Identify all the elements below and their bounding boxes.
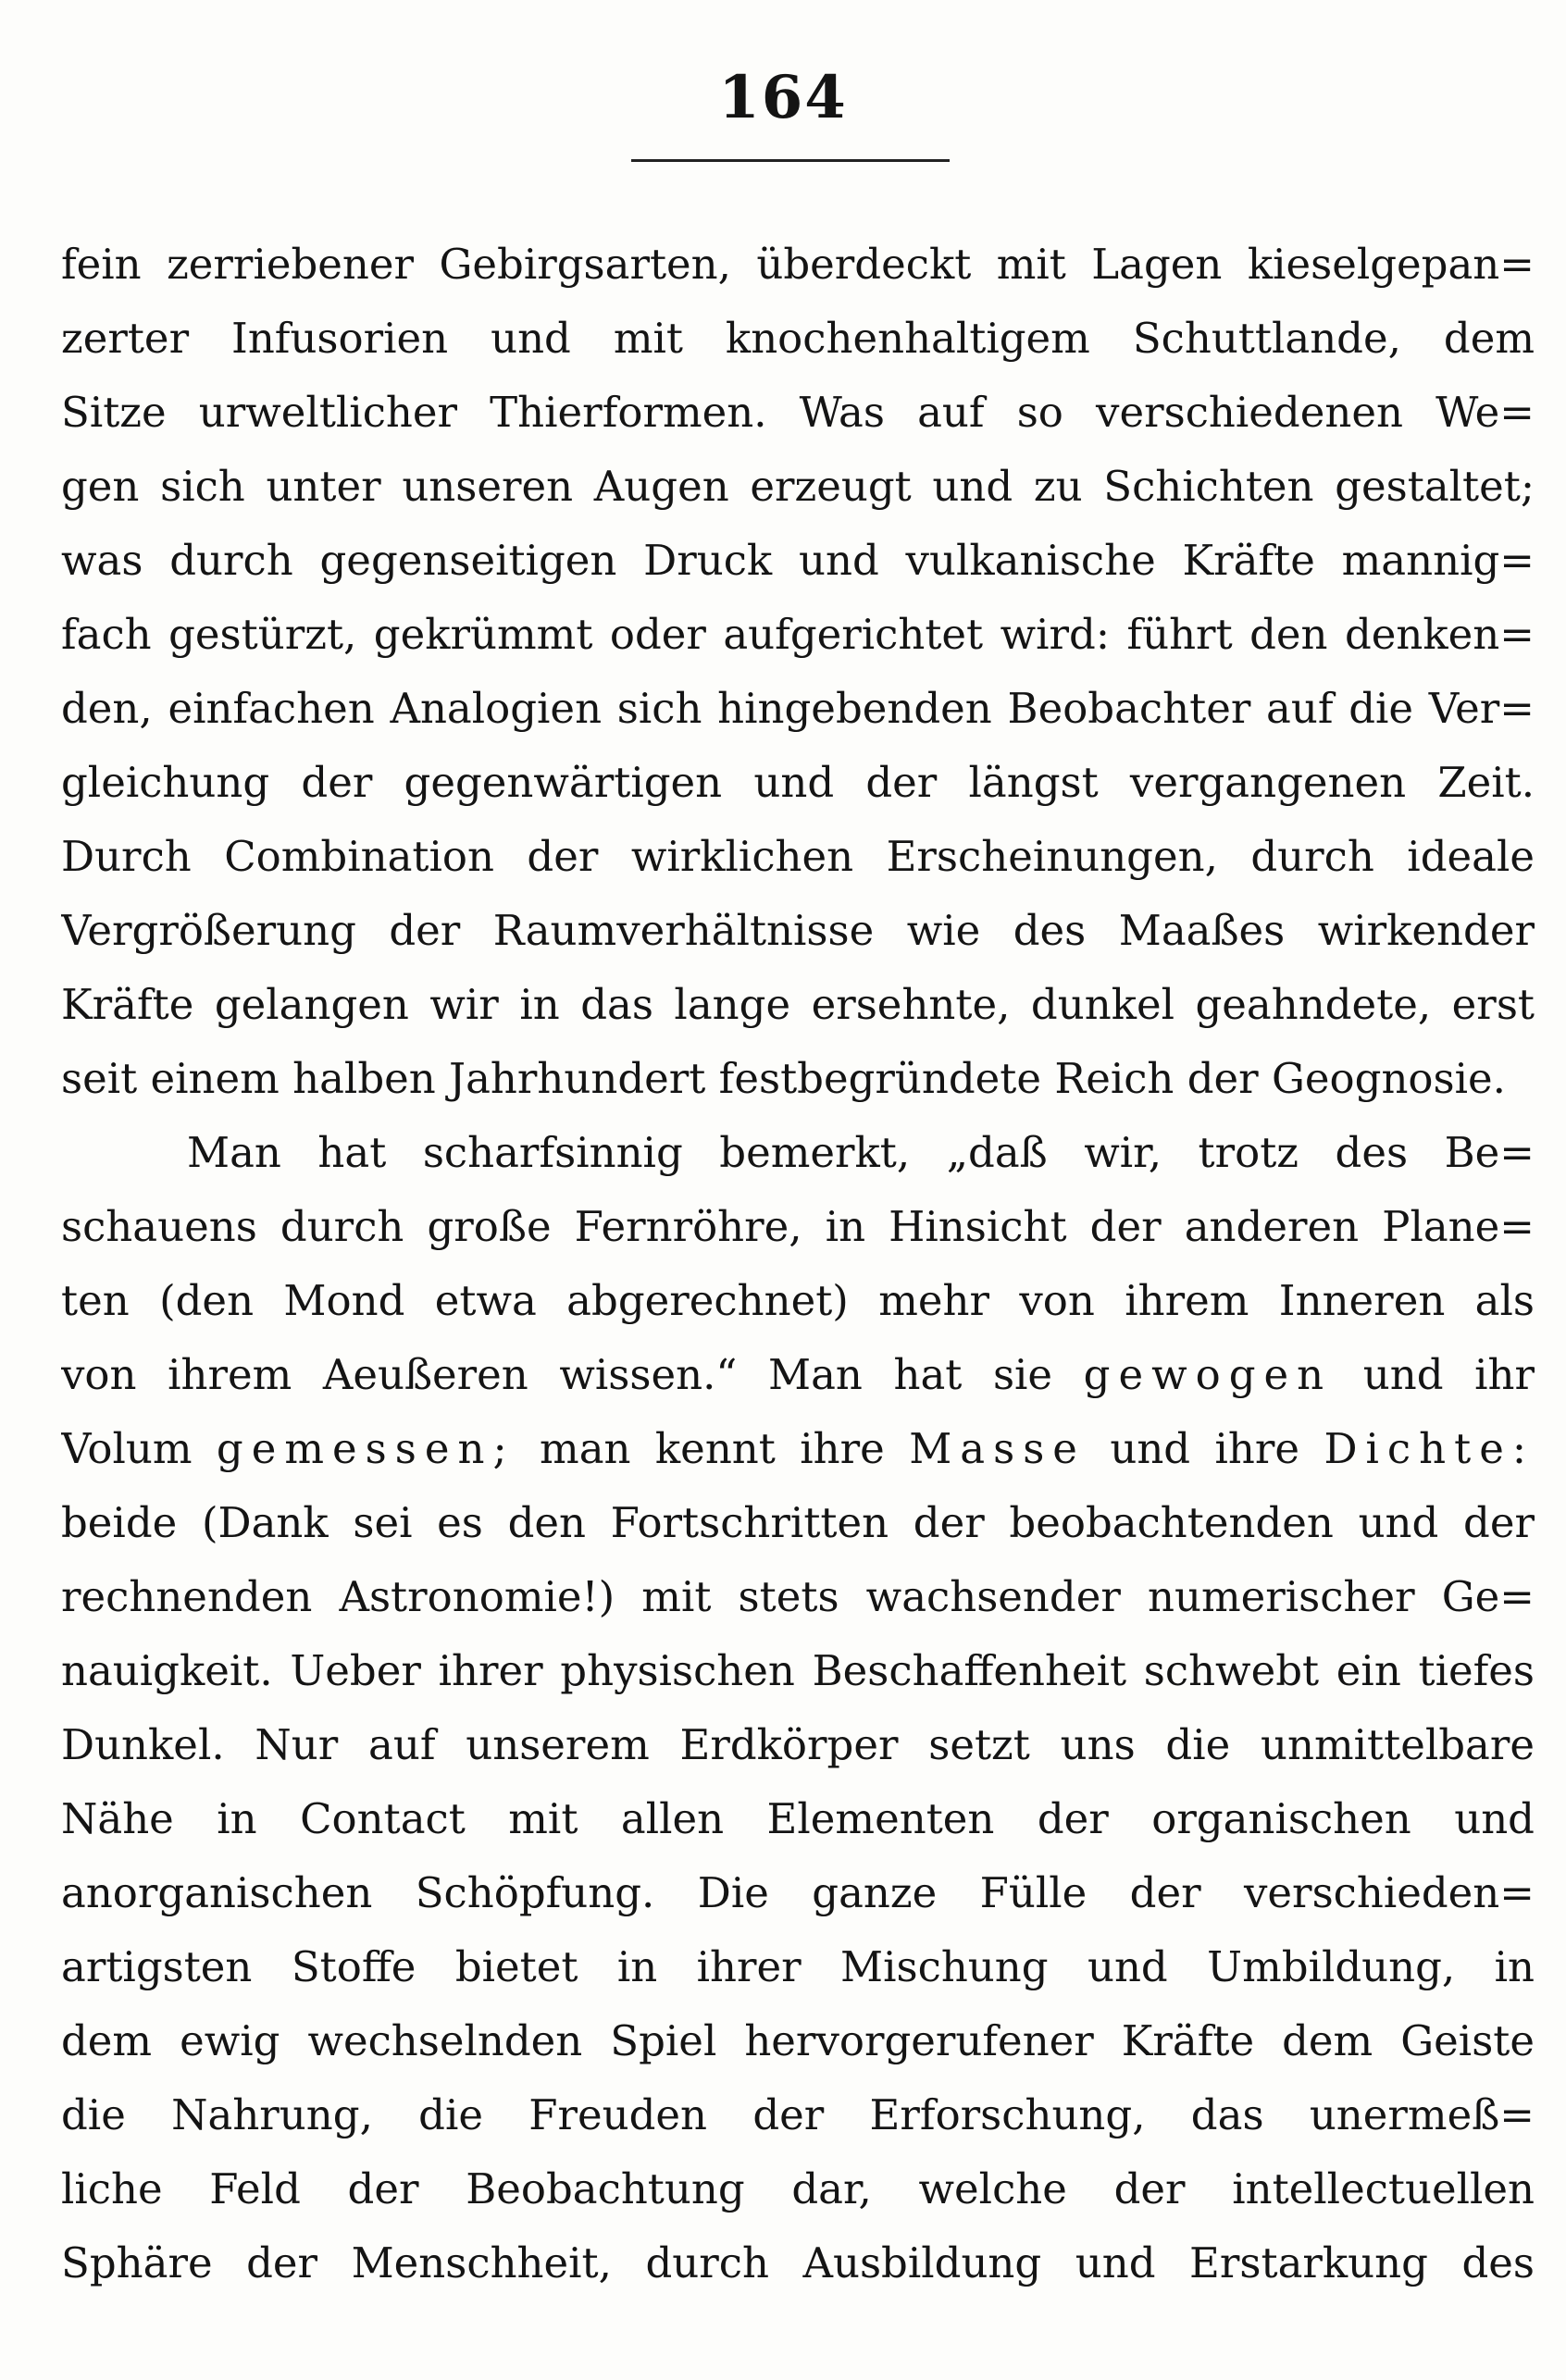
page-number: 164 [718,63,848,132]
text-line: rechnenden Astronomie!) mit stets wachsender numerischer Ge= [61,1572,1535,1621]
text-line [61,1412,1535,1486]
text-line: die Nahrung, die Freuden der Erforschung, das unermeß= [61,2090,1535,2139]
text-line: Sphäre der Menschheit, durch Ausbildung und Erstarkung des [61,2238,1535,2287]
text-line [61,1338,1535,1412]
text-line: Vergrößerung der Raumverhältnisse wie des Maaßes wirkender [61,906,1535,955]
text-line: Durch Combination der wirklichen Erscheinungen, durch ideale [61,832,1535,881]
emphasis-spaced: Dichte: [1324,1424,1535,1473]
text-segment: von ihrem Aeußeren wissen.“ Man hat sie [61,1350,1053,1399]
text-line: artigsten Stoffe bietet in ihrer Mischung und Umbildung, in [61,1942,1535,1991]
emphasis-spaced: Masse [909,1424,1086,1473]
body-text [61,228,1535,2300]
text-line: seit einem halben Jahrhundert festbegründete Reich der Geognosie. [61,1054,1506,1103]
text-line: beide (Dank sei es den Fortschritten der beobachtenden und der [61,1498,1535,1547]
text-line: gleichung der gegenwärtigen und der längst vergangenen Zeit. [61,758,1535,807]
emphasis-spaced: gemessen; [216,1424,516,1473]
text-line: Kräfte gelangen wir in das lange ersehnte, dunkel geahndete, erst [61,980,1535,1029]
emphasis-spaced: gewogen [1083,1350,1333,1399]
text-segment: man kennt ihre [540,1424,885,1473]
text-line-paragraph-start: Man hat scharfsinnig bemerkt, „daß wir, trotz des Be= [187,1128,1535,1177]
text-line: anorganischen Schöpfung. Die ganze Fülle der verschieden= [61,1868,1535,1917]
header-rule [631,159,950,162]
text-line: Nähe in Contact mit allen Elementen der organischen und [61,1794,1535,1843]
text-segment: Volum [61,1424,193,1473]
text-line: schauens durch große Fernröhre, in Hinsicht der anderen Plane= [61,1202,1535,1251]
text-line: den, einfachen Analogien sich hingebenden Beobachter auf die Ver= [61,684,1535,733]
text-line: Sitze urweltlicher Thierformen. Was auf so verschiedenen We= [61,388,1535,437]
text-line: ten (den Mond etwa abgerechnet) mehr von ihrem Inneren als [61,1276,1535,1325]
text-line: was durch gegenseitigen Druck und vulkanische Kräfte mannig= [61,536,1535,585]
text-line: fein zerriebener Gebirgsarten, überdeckt mit Lagen kieselgepan= [61,240,1535,289]
text-line: zerter Infusorien und mit knochenhaltigem Schuttlande, dem [61,314,1535,363]
text-line: Dunkel. Nur auf unserem Erdkörper setzt uns die unmittelbare [61,1720,1535,1769]
text-segment: und ihr [1362,1350,1535,1399]
text-segment: und ihre [1110,1424,1300,1473]
text-line: nauigkeit. Ueber ihrer physischen Beschaffenheit schwebt ein tiefes [61,1646,1535,1695]
text-line: fach gestürzt, gekrümmt oder aufgerichtet wird: führt den denken= [61,610,1535,659]
text-line: liche Feld der Beobachtung dar, welche der intellectuellen [61,2164,1535,2213]
text-line: gen sich unter unseren Augen erzeugt und zu Schichten gestaltet; [61,462,1535,511]
text-line: dem ewig wechselnden Spiel hervorgerufener Kräfte dem Geiste [61,2016,1535,2065]
